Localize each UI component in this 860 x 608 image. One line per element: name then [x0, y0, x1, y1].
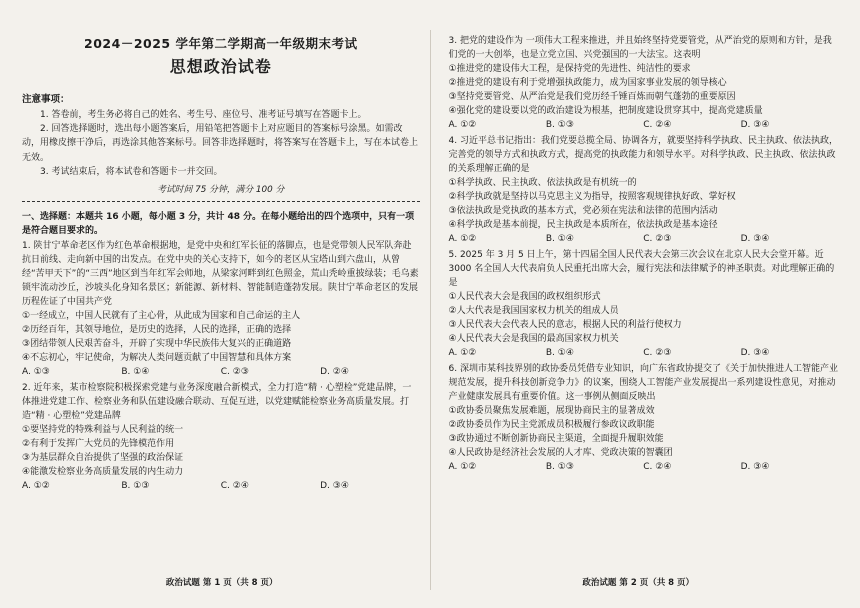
- exam-timing: 考试时间 75 分钟，满分 100 分: [157, 185, 285, 196]
- question-stem: 3. 把党的建设作为 一项伟大工程来推进，并且始终坚持党要管党，从严治党的原则和方针，是我们党的一大创举，也是立党立国、兴党强国的一大法宝。这表明: [448, 36, 832, 60]
- statement-option: ②有利于发挥广大党员的先锋模范作用: [22, 439, 175, 450]
- statement-option: ①人民代表大会是我国的政权组织形式: [448, 292, 601, 302]
- statement-option: ①一经成立，中国人民就有了主心骨，从此成为国家和自己命运的主人: [22, 311, 301, 322]
- answer-choice: C. ②④: [643, 462, 672, 472]
- question: [449, 134, 839, 246]
- page-1: [14, 0, 430, 608]
- statement-option: ①要坚持党的特殊利益与人民利益的统一: [22, 425, 184, 436]
- statement-option: ④人民代表大会是我国的最高国家权力机关: [448, 334, 619, 344]
- statement-option: ③团结带领人民艰苦奋斗，开辟了实现中华民族伟大复兴的正确道路: [22, 339, 292, 350]
- answer-choice: C. ②③: [643, 348, 672, 358]
- question: [449, 362, 839, 474]
- answer-choice: C. ②③: [643, 234, 672, 244]
- answer-choice: D. ②④: [320, 367, 349, 378]
- answer-choice: B. ①④: [545, 348, 574, 358]
- section-heading: 一、选择题：本题共 16 小题，每小题 3 分，共计 48 分。在每小题给出的四个选项中，只有一项是符合题目要求的。: [22, 212, 415, 237]
- statement-option: ②人大代表是我国国家权力机关的组成人员: [448, 306, 619, 316]
- statement-option: ①科学执政、民主执政、依法执政是有机统一的: [448, 178, 637, 188]
- answer-choice: A. ①②: [448, 120, 477, 130]
- answer-choices: [449, 346, 839, 360]
- statement-option: ③坚持党要管党、从严治党是我们党历经千锤百炼而朝气蓬勃的重要原因: [448, 92, 736, 102]
- question-stem: 2. 近年来，某市检察院积极探索党建与业务深度融合新模式，全力打造“精 · 心塑检”党建品牌，一体推进党建工作、检察业务和队伍建设融合联动、互促互进，以党建赋能检察业务高质量发展。打造“精 · 心塑检”党建品牌: [22, 383, 412, 422]
- statement-option: ①推进党的建设伟大工程，是保持党的先进性、纯洁性的要求: [448, 64, 691, 74]
- answer-choice: D. ③④: [740, 234, 770, 244]
- answer-choice: B. ①③: [121, 481, 150, 492]
- question-stem: 1. 陕甘宁革命老区作为红色革命根据地，是党中央和红军长征的落脚点，也是党带领人民军队奔赴抗日前线、走向新中国的出发点。在党中央的关心支持下，如今的老区从宝塔山到六盘山，从曾经“苦甲天下”的“三西”地区到当年红军会师地，从梁家河畔到红色照金，荒山秃岭重披绿装；毛乌素锁牢流动沙丘，沙坡头化身知名景区；新能源、新材料、智能制造蓬勃发展。陕甘宁革命老区的发展历程佐证了中国共产党: [22, 241, 419, 308]
- answer-choice: B. ①④: [121, 367, 150, 378]
- statement-option: ③政协通过不断创新协商民主渠道，全面提升履职效能: [448, 434, 664, 444]
- answer-choice: A. ①②: [22, 481, 50, 492]
- statement-option: ④强化党的建设要以党的政治建设为根基，把制度建设贯穿其中，提高党建质量: [448, 106, 763, 116]
- answer-choice: D. ③④: [740, 462, 770, 472]
- question: [449, 34, 839, 132]
- answer-choice: B. ①④: [545, 234, 574, 244]
- statement-option: ②推进党的建设有利于党增强执政能力，成为国家事业发展的领导核心: [448, 78, 727, 88]
- answer-choice: B. ①③: [545, 120, 574, 130]
- question-list-left: [22, 239, 420, 493]
- statement-option: ④能激发检察业务高质量发展的内生动力: [22, 467, 184, 478]
- answer-choice: A. ①②: [448, 348, 477, 358]
- question-stem: 5. 2025 年 3 月 5 日上午，第十四届全国人民代表大会第三次会议在北京人民大会堂开幕。近 3000 名全国人大代表肩负人民重托出席大会，履行宪法和法律赋予的神圣职责。对此理解正确的是: [448, 250, 835, 288]
- notice-item: 1. 答卷前，考生务必将自己的姓名、考生号、座位号、准考证号填写在答题卡上。: [40, 110, 367, 120]
- question: [22, 239, 420, 379]
- answer-choice: A. ①②: [448, 462, 477, 472]
- statement-option: ④人民政协是经济社会发展的人才库、党政决策的智囊团: [448, 448, 673, 458]
- answer-choice: D. ③④: [740, 120, 770, 130]
- answer-choice: D. ③④: [740, 348, 770, 358]
- notice-item: 3. 考试结束后，将本试卷和答题卡一并交回。: [40, 166, 223, 177]
- notice-block: [22, 91, 420, 195]
- statement-option: ②科学执政就是坚持以马克思主义为指导，按照客观规律执好政、掌好权: [448, 192, 736, 202]
- answer-choice: A. ①②: [448, 234, 477, 244]
- statement-option: ②政协委员作为民主党派成员积极履行参政议政职能: [448, 420, 655, 430]
- answer-choice: C. ②④: [643, 120, 672, 130]
- statement-option: ③人民代表大会代表人民的意志，根据人民的利益行使权力: [448, 320, 682, 330]
- answer-choice: B. ①③: [545, 462, 574, 472]
- question: [22, 381, 420, 493]
- statement-option: ④不忘初心，牢记使命，为解决人类问题贡献了中国智慧和具体方案: [22, 353, 292, 364]
- answer-choice: C. ②④: [220, 481, 249, 492]
- statement-option: ④科学执政是基本前提，民主执政是本质所在，依法执政是基本途径: [448, 220, 718, 230]
- notice-heading: 注意事项：: [22, 94, 70, 105]
- dashed-divider: [22, 201, 420, 202]
- exam-title: 2024－2025 学年第二学期高一年级期末考试: [84, 36, 358, 51]
- answer-choices: [449, 232, 839, 246]
- answer-choice: A. ①③: [22, 367, 50, 378]
- statement-option: ③依法执政是党执政的基本方式，党必须在宪法和法律的范围内活动: [448, 206, 718, 216]
- statement-option: ②历经百年，其领导地位，是历史的选择，人民的选择，正确的选择: [22, 325, 292, 336]
- subject-title: 思想政治试卷: [169, 57, 272, 76]
- answer-choices: [449, 118, 839, 132]
- question-list-right: [449, 34, 839, 474]
- statement-option: ①政协委员聚焦发展难题，展现协商民主的显著成效: [448, 406, 655, 416]
- answer-choices: [22, 365, 420, 379]
- page-footer-left: 政治试题 第 1 页（共 8 页）: [165, 578, 278, 588]
- statement-option: ③为基层群众自治提供了坚强的政治保证: [22, 453, 184, 464]
- question-stem: 4. 习近平总书记指出：我们党要总揽全局、协调各方，就要坚持科学执政、民主执政、依法执政，完善党的领导方式和执政方式，提高党的执政能力和领导水平。对科学执政、民主执政、依法执政的关系理解正确的是: [448, 136, 838, 174]
- page-2: [431, 0, 847, 608]
- answer-choices: [22, 479, 420, 493]
- answer-choice: C. ②③: [220, 367, 249, 378]
- answer-choice: D. ③④: [320, 481, 349, 492]
- page-footer-right: 政治试题 第 2 页（共 8 页）: [582, 578, 695, 588]
- notice-item: 2. 回答选择题时，选出每小题答案后，用铅笔把答题卡上对应题目的答案标号涂黑。如需改动，用橡皮擦干净后，再选涂其他答案标号。回答非选择题时，将答案写在答题卡上，写在本试卷上无效。: [22, 124, 419, 163]
- question-stem: 6. 深圳市某科技界别的政协委员凭借专业知识，向广东省政协提交了《关于加快推进人工智能产业规范发展，提升科技创新竞争力》的议案，围绕人工智能产业发展提出一系列建设性意见，对推动产业健康发展具有重要价值。这一事例从侧面反映出: [448, 364, 838, 402]
- question: [449, 248, 839, 360]
- answer-choices: [449, 460, 839, 474]
